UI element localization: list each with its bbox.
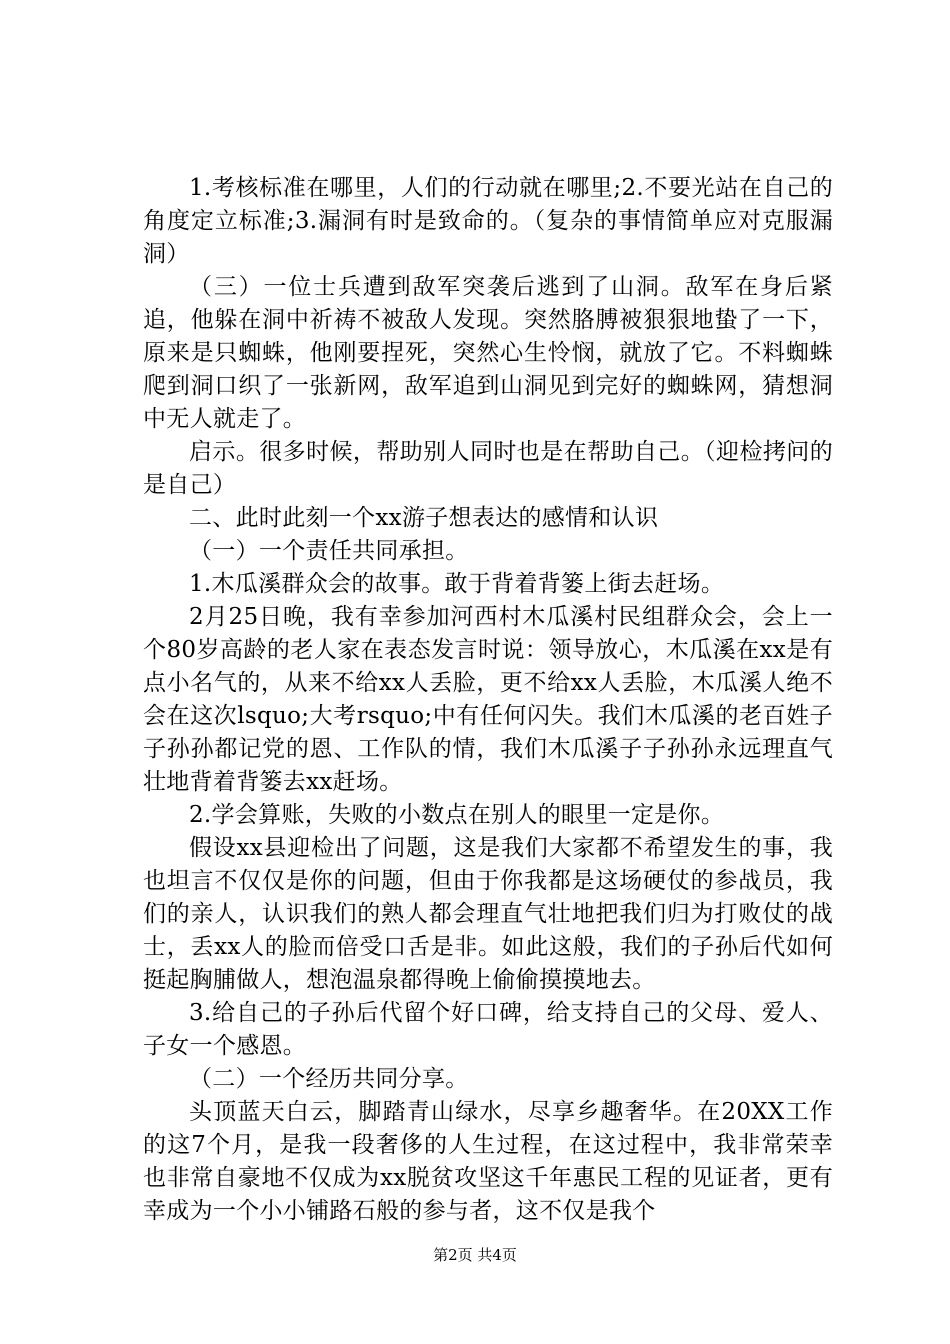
paragraph-mugua-story-title: 1.木瓜溪群众会的故事。敢于背着背篓上街去赶场。 (189, 571, 725, 597)
paragraph-experience: 头顶蓝天白云，脚踏青山绿水，尽享乡趣奢华。在20XX工作的这7个月，是我一段奢侈的人生过程，在这过程中，我非常荣幸也非常自豪地不仅成为xx脱贫攻坚这千年惠民工程的见证者，更有幸成为一个小小铺路石般的参与者，这不仅是我个 (143, 1099, 833, 1224)
section-heading-two: 二、此时此刻一个xx游子想表达的感情和认识 (189, 505, 659, 531)
paragraph-hypothesis: 假设xx县迎检出了问题，这是我们大家都不希望发生的事，我也坦言不仅仅是你的问题，但由于你我都是这场硬仗的参战员，我们的亲人，认识我们的熟人都会理直气壮地把我们归为打败仗的战士，丢xx人的脸而倍受口舌是非。如此这般，我们的子孙后代如何挺起胸脯做人，想泡温泉都得晚上偷偷摸摸地去。 (143, 835, 833, 993)
subheading-shared-experience: （二）一个经历共同分享。 (189, 1066, 469, 1092)
paragraph-reputation: 3.给自己的子孙后代留个好口碑，给支持自己的父母、爱人、子女一个感恩。 (143, 1000, 833, 1059)
page-number-footer: 第2页 共4页 (433, 1246, 517, 1264)
subheading-responsibility: （一）一个责任共同承担。 (189, 538, 469, 564)
paragraph-mugua-meeting: 2月25日晚，我有幸参加河西村木瓜溪村民组群众会，会上一个80岁高龄的老人家在表态发言时说：领导放心，木瓜溪在xx是有点小名气的，从来不给xx人丢脸，更不给xx人丢脸，木瓜溪人绝不会在这次lsquo;大考rsquo;中有任何闪失。我们木瓜溪的老百姓子子孙孙都记党的恩、工作队的情，我们木瓜溪子子孙孙永远理直气壮地背着背篓去xx赶场。 (143, 604, 833, 795)
paragraph-insight: 启示。很多时候，帮助别人同时也是在帮助自己。（迎检拷问的是自己） (143, 439, 833, 498)
paragraph-learn-accounting: 2.学会算账，失败的小数点在别人的眼里一定是你。 (189, 802, 725, 828)
paragraph-soldier-story: （三）一位士兵遭到敌军突袭后逃到了山洞。敌军在身后紧追，他躲在洞中祈祷不被敌人发现。突然胳膊被狠狠地蛰了一下，原来是只蜘蛛，他刚要捏死，突然心生怜悯，就放了它。不料蜘蛛爬到洞口织了一张新网，敌军追到山洞见到完好的蜘蛛网，猜想洞中无人就走了。 (143, 274, 833, 432)
document-body (143, 172, 833, 1228)
paragraph-standards: 1.考核标准在哪里，人们的行动就在哪里;2.不要光站在自己的角度定立标准;3.漏洞有时是致命的。（复杂的事情简单应对克服漏洞） (143, 175, 833, 267)
